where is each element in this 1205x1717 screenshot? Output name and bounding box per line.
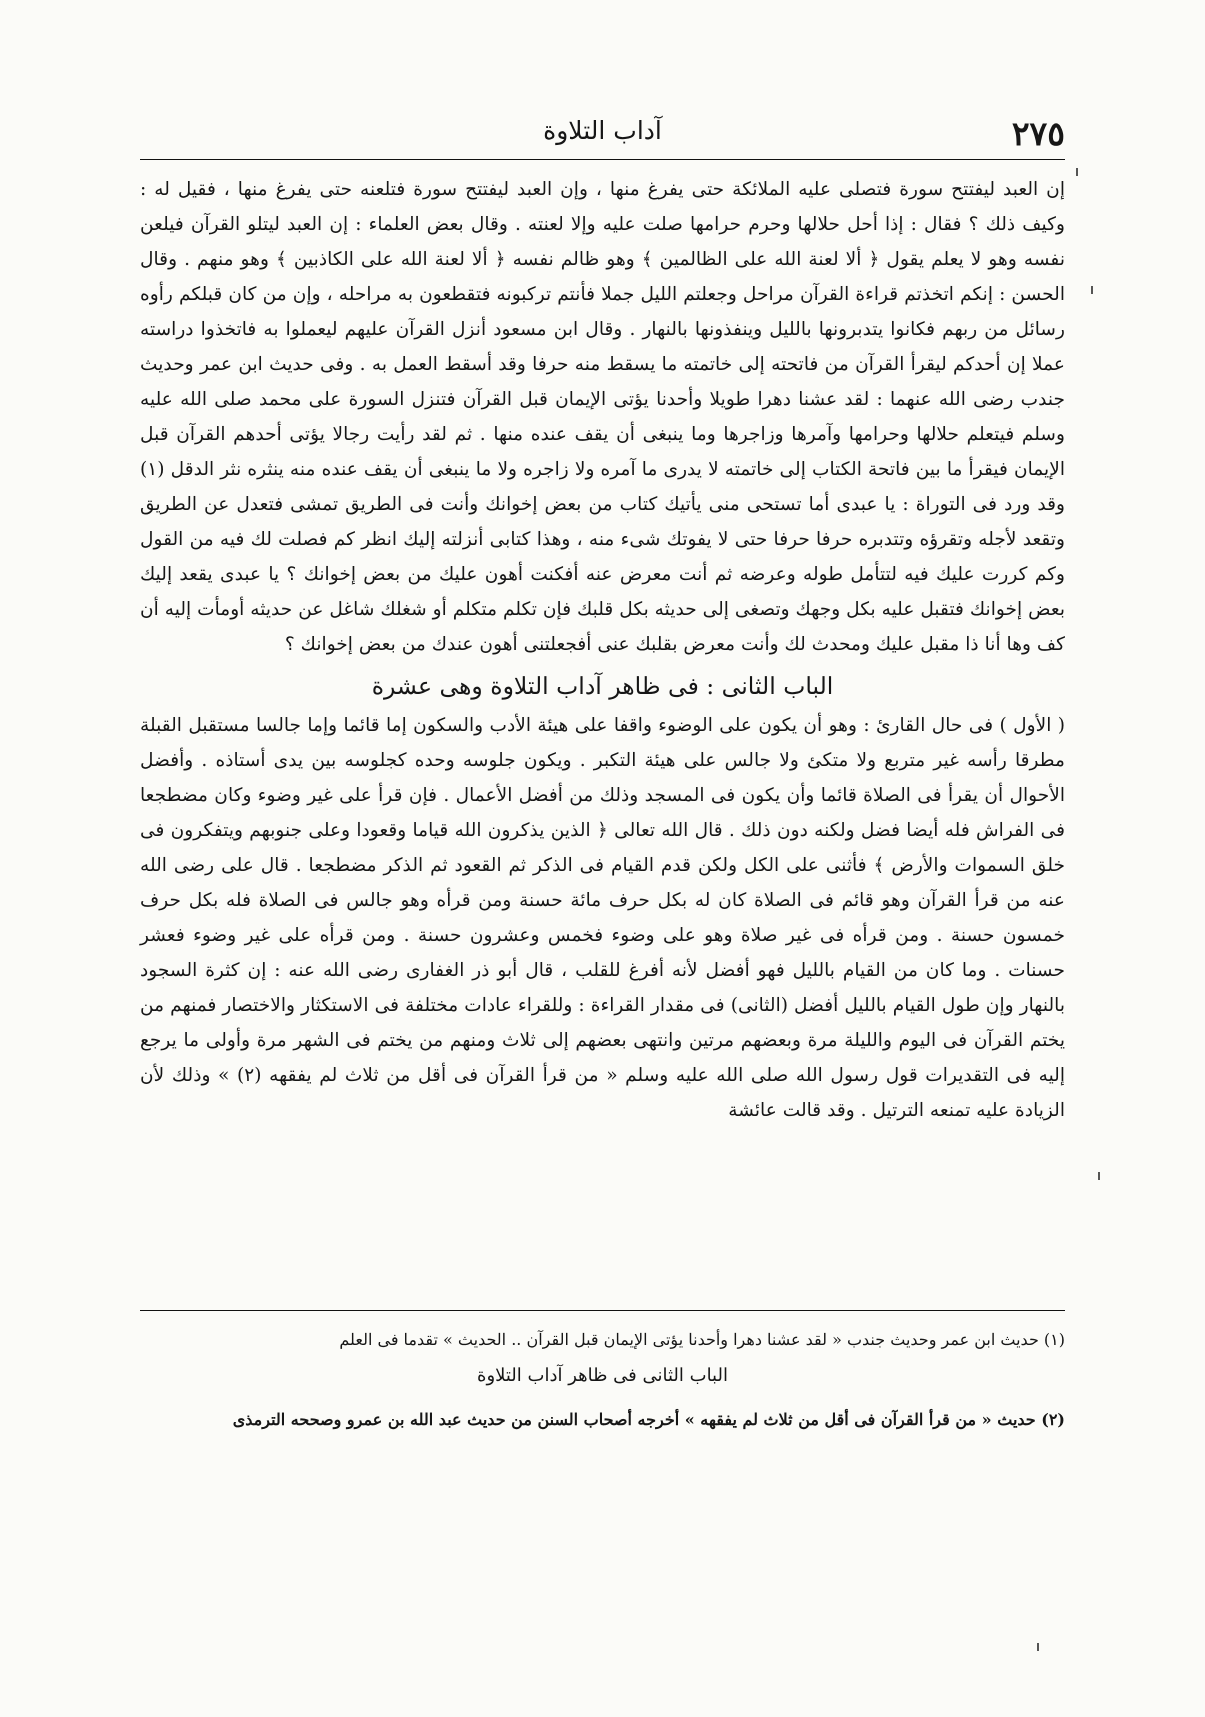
header-rule: [140, 159, 1065, 160]
scan-speck: [1098, 1172, 1100, 1180]
footnote-1-continuation: الباب الثانى فى ظاهر آداب التلاوة: [477, 1365, 728, 1386]
footnotes: [140, 1322, 1065, 1438]
paragraph: ( الأول ) فى حال القارئ : وهو أن يكون على الوضوء واقفا على هيئة الأدب والسكون إما قائما وإما جالسا مستقبل القبلة مطرقا رأسه غير متربع ولا متكئ ولا جالس على هيئة التكبر . ويكون جلوسه وحده كجلوسه بين يدى أستاذه . وأفضل الأحوال أن يقرأ فى الصلاة قائما وأن يكون فى المسجد وذلك من أفضل الأعمال . فإن قرأ على غير وضوء وكان مضطجعا فى الفراش فله أيضا فضل ولكنه دون ذلك . قال الله تعالى ﴿ الذين يذكرون الله قياما وقعودا وعلى جنوبهم ويتفكرون فى خلق السموات والأرض ﴾ فأثنى على الكل ولكن قدم القيام فى الذكر ثم القعود ثم الذكر مضطجعا . قال على رضى الله عنه من قرأ القرآن وهو قائم فى الصلاة كان له بكل حرف مائة حسنة ومن قرأه وهو جالس فى الصلاة فله بكل حرف خمسون حسنة . ومن قرأه فى غير صلاة وهو على وضوء فخمس وعشرون حسنة . ومن قرأه على غير وضوء فعشر حسنات . وما كان من القيام بالليل فهو أفضل لأنه أفرغ للقلب ، قال أبو ذر الغفارى رضى الله عنه : إن كثرة السجود بالنهار وإن طول القيام بالليل أفضل (الثانى) فى مقدار القراءة : وللقراء عادات مختلفة فى الاستكثار والاختصار فمنهم من يختم القرآن فى اليوم والليلة مرة وبعضهم مرتين وانتهى بعضهم إلى ثلاث ومنهم من يختم فى الشهر مرة وأولى ما يرجع إليه فى التقديرات قول رسول الله صلى الله عليه وسلم « من قرأ القرآن فى أقل من ثلاث لم يفقهه (٢) » وذلك لأن الزيادة عليه تمنعه الترتيل . وقد قالت عائشة: [140, 715, 1066, 1121]
footnote-2: (٢) حديث « من قرأ القرآن فى أقل من ثلاث لم يفقهه » أخرجه أصحاب السنن من حديث عبد الله بن عمرو وصححه الترمذى: [232, 1410, 1065, 1429]
page-number: ٢٧٥: [1011, 114, 1065, 153]
running-title: آداب التلاوة: [543, 116, 662, 145]
page-header: [140, 112, 1065, 156]
scan-speck: [1091, 286, 1093, 294]
scan-speck: [1076, 168, 1078, 176]
main-text: [140, 172, 1065, 1128]
paragraph: إن العبد ليفتتح سورة فتصلى عليه الملائكة حتى يفرغ منها ، وإن العبد ليفتتح سورة فتلعنه حتى يفرغ منها ، فقيل له : وكيف ذلك ؟ فقال : إذا أحل حلالها وحرم حرامها صلت عليه وإلا لعنته . وقال بعض العلماء : إن العبد ليتلو القرآن فيلعن نفسه وهو لا يعلم يقول ﴿ ألا لعنة الله على الظالمين ﴾ وهو ظالم نفسه ﴿ ألا لعنة الله على الكاذبين ﴾ وهو منهم . وقال الحسن : إنكم اتخذتم قراءة القرآن مراحل وجعلتم الليل جملا فأنتم تركبونه فتقطعون به مراحله ، وإن من كان قبلكم رأوه رسائل من ربهم فكانوا يتدبرونها بالليل وينفذونها بالنهار . وقال ابن مسعود أنزل القرآن عليهم ليعملوا به فاتخذوا دراسته عملا إن أحدكم ليقرأ القرآن من فاتحته إلى خاتمته ما يسقط منه حرفا وقد أسقط العمل به . وفى حديث ابن عمر وحديث جندب رضى الله عنهما : لقد عشنا دهرا طويلا وأحدنا يؤتى الإيمان قبل القرآن فتنزل السورة على محمد صلى الله عليه وسلم فيتعلم حلالها وحرامها وآمرها وزاجرها وما ينبغى أن يقف عنده منها . ثم لقد رأيت رجالا يؤتى أحدهم القرآن قبل الإيمان فيقرأ ما بين فاتحة الكتاب إلى خاتمته لا يدرى ما آمره ولا زاجره ولا ما ينبغى أن يقف عنده منه ينثره نثر الدقل (١) وقد ورد فى التوراة : يا عبدى أما تستحى منى يأتيك كتاب من بعض إخوانك وأنت فى الطريق تمشى فتعدل عن الطريق وتقعد لأجله وتقرؤه وتتدبره حرفا حرفا حتى لا يفوتك شىء منه ، وهذا كتابى أنزلته إليك انظر كم فصلت لك فيه من القول وكم كررت عليك فيه لتتأمل طوله وعرضه ثم أنت معرض عنه أفكنت أهون عليك من بعض إخوانك ؟ يا عبدى يقعد إليك بعض إخوانك فتقبل عليه بكل وجهك وتصغى إلى حديثه بكل قلبك فإن تكلم متكلم أو شغلك شاغل عن حديثه أومأت إليه أن كف وها أنا ذا مقبل عليك ومحدث لك وأنت معرض بقلبك عنى أفجعلتنى أهون عندك من بعض إخوانك ؟: [140, 179, 1065, 655]
footnote-1: (١) حديث ابن عمر وحديث جندب « لقد عشنا دهرا وأحدنا يؤتى الإيمان قبل القرآن .. الحديث » تقدما فى العلم: [339, 1330, 1065, 1349]
footnote-rule: [140, 1310, 1065, 1311]
section-heading: الباب الثانى : فى ظاهر آداب التلاوة وهى عشرة: [371, 672, 834, 700]
scan-speck: [1037, 1643, 1039, 1651]
